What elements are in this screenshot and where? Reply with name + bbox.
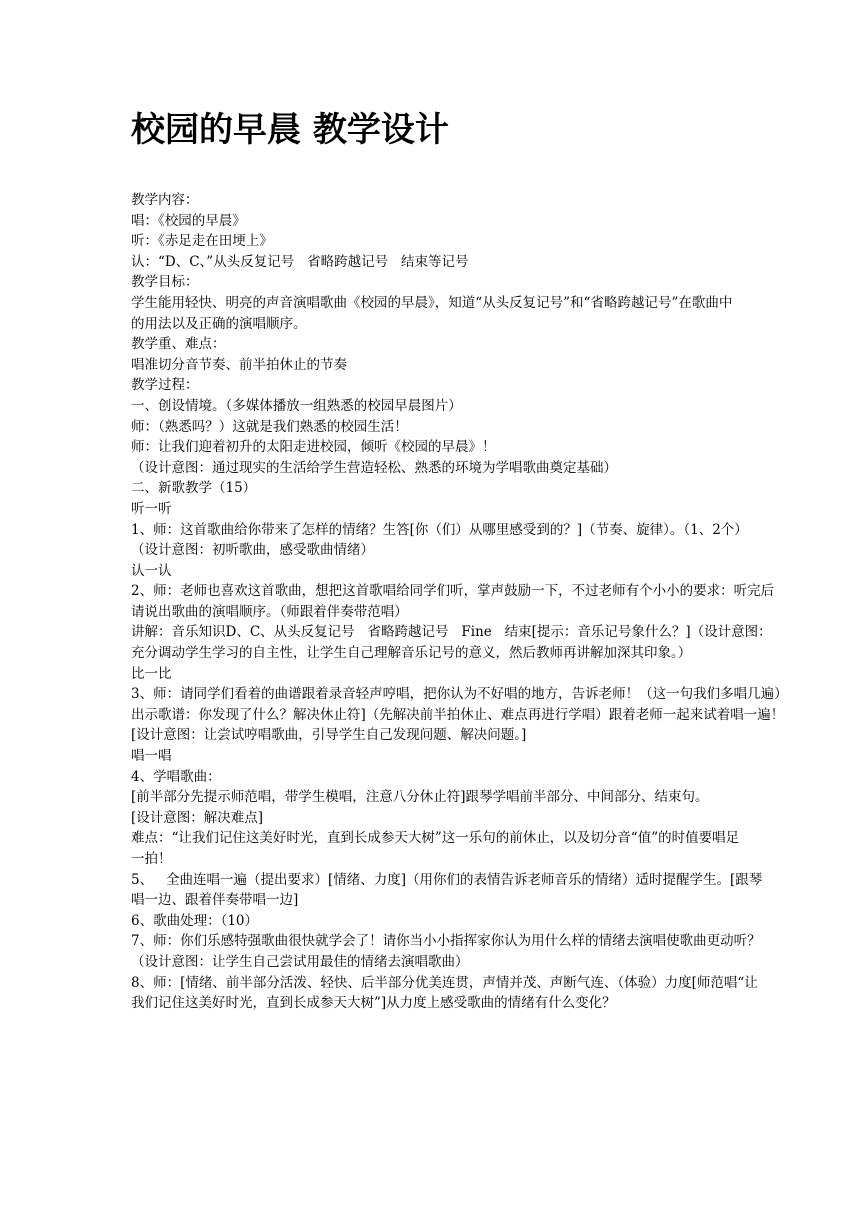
- text-line: 教学内容：: [131, 192, 199, 208]
- text-line: 讲解：音乐知识D、C、从头反复记号 省略跨越记号 Fine 结束[提示：音乐记号象什么？]（设计意图：: [131, 624, 772, 641]
- text-line: 师：让我们迎着初升的太阳走进校园，倾听《校园的早晨》！: [131, 439, 496, 456]
- text-line: 教学过程：: [131, 377, 199, 394]
- text-line: 充分调动学生学习的自主性，让学生自己理解音乐记号的意义，然后教师再讲解加深其印象。）: [131, 645, 692, 662]
- text-line: 认：“D、C、”从头反复记号 省略跨越记号 结束等记号: [131, 253, 469, 270]
- text-line: 6、歌曲处理：（10）: [131, 912, 259, 929]
- document-body: [131, 190, 851, 1014]
- text-line: 二、新歌教学（15）: [131, 480, 257, 497]
- text-line: 唱：《校园的早晨》: [131, 212, 246, 229]
- document-title: 校园的早晨 教学设计: [131, 110, 449, 150]
- text-line: 唱准切分音节奏、前半拍休止的节奏: [131, 356, 347, 373]
- text-line: （设计意图：让学生自己尝试用最佳的情绪去演唱歌曲）: [131, 953, 469, 970]
- text-line: 1、师：这首歌曲给你带来了怎样的情绪？生答[你（们）从哪里感受到的？]（节奏、旋律）。（1、2个）: [131, 521, 748, 538]
- text-line: 7、师：你们乐感特强歌曲很快就学会了！请你当小小指挥家你认为用什么样的情绪去演唱使歌曲更动听？: [131, 933, 761, 950]
- text-line: 请说出歌曲的演唱顺序。（师跟着伴奏带范唱）: [131, 603, 408, 620]
- text-line: 出示歌谱：你发现了什么？解决休止符]（先解决前半拍休止、难点再进行学唱）跟着老师一起来试着唱一遍！: [131, 706, 785, 723]
- text-line: 8、师：[情绪、前半部分活泼、轻快、后半部分优美连贯，声情并茂、声断气连、（体验）力度[师范唱“让: [131, 974, 758, 991]
- text-line: 师：（熟悉吗？）这就是我们熟悉的校园生活！: [131, 418, 408, 435]
- text-line: 一拍！: [131, 851, 172, 867]
- text-line: 学生能用轻快、明亮的声音演唱歌曲《校园的早晨》，知道“从头反复记号”和“省略跨越记号”在歌曲中: [131, 294, 733, 311]
- text-line: 2、师：老师也喜欢这首歌曲，想把这首歌唱给同学们听，掌声鼓励一下，不过老师有个小小的要求：听完后: [131, 583, 775, 600]
- text-line: 我们记住这美好时光，直到长成参天大树”]从力度上感受歌曲的情绪有什么变化？: [131, 995, 616, 1012]
- text-line: （设计意图：初听歌曲，感受歌曲情绪）: [131, 542, 374, 559]
- text-line: [设计意图：让尝试哼唱歌曲，引导学生自己发现问题、解决问题。]: [131, 727, 527, 744]
- text-line: 听：《赤足走在田埂上》: [131, 233, 273, 250]
- text-line: 一、创设情境。（多媒体播放一组熟悉的校园早晨图片）: [131, 397, 462, 414]
- text-line: 的用法以及正确的演唱顺序。: [131, 315, 307, 332]
- text-line: [设计意图：解决难点]: [131, 809, 264, 826]
- text-line: 唱一边、跟着伴奏带唱一边]: [131, 892, 299, 909]
- text-line: 听一听: [131, 500, 172, 517]
- text-line: 4、学唱歌曲：: [131, 768, 221, 785]
- text-line: 认一认: [131, 562, 172, 579]
- text-line: （设计意图：通过现实的生活给学生营造轻松、熟悉的环境为学唱歌曲奠定基础）: [131, 459, 617, 476]
- text-line: 教学重、难点：: [131, 336, 226, 353]
- text-line: 教学目标：: [131, 274, 199, 291]
- text-line: 比一比: [131, 665, 172, 682]
- text-line: 难点：“让我们记住这美好时光，直到长成参天大树”这一乐句的前休止，以及切分音“值”的时值要唱足: [131, 830, 740, 847]
- text-line: [前半部分先提示师范唱，带学生模唱，注意八分休止符]跟琴学唱前半部分、中间部分、结束句。: [131, 789, 709, 806]
- text-line: 5、 全曲连唱一遍（提出要求）[情绪、力度]（用你们的表情告诉老师音乐的情绪）适时提醒学生。[跟琴: [131, 871, 763, 888]
- text-line: 唱一唱: [131, 748, 172, 765]
- text-line: 3、师：请同学们看着的曲谱跟着录音轻声哼唱，把你认为不好唱的地方，告诉老师！（这一句我们多唱几遍）: [131, 686, 788, 703]
